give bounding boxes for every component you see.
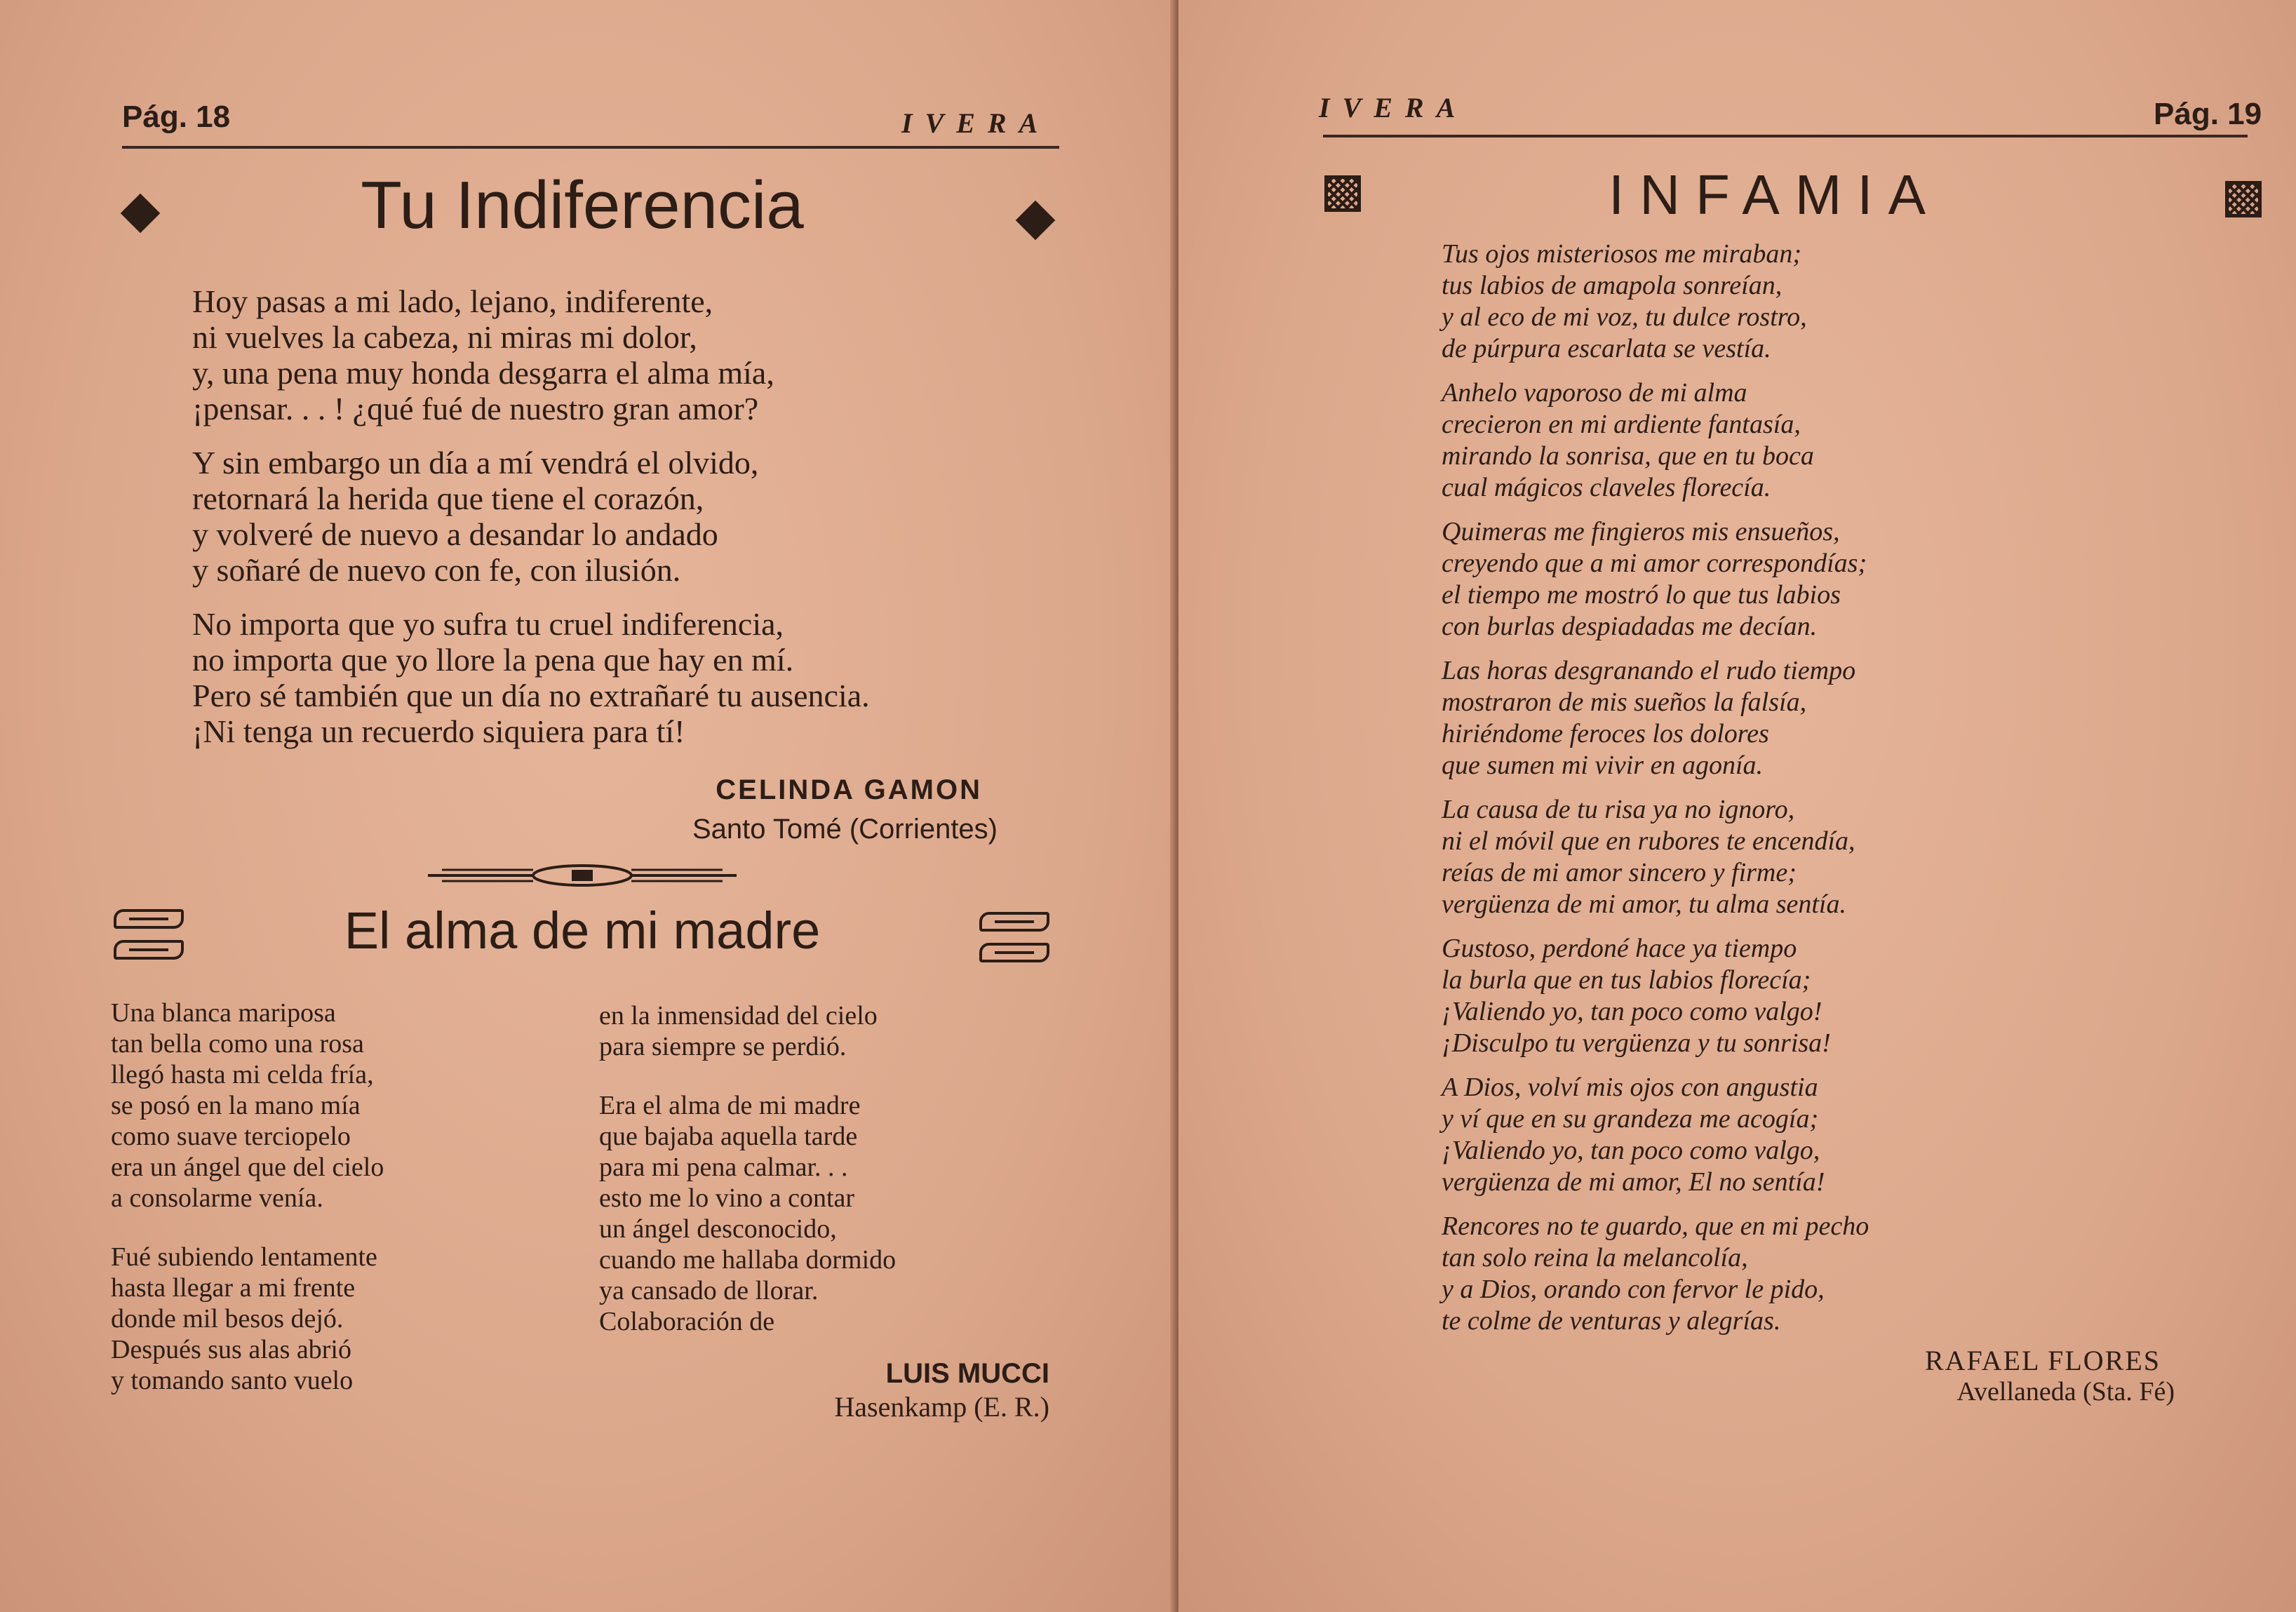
square-ornament-icon [1324, 175, 1361, 212]
stanza: en la inmensidad del cielo para siempre se perdió. [599, 1001, 878, 1061]
scroll-ornament-icon [979, 912, 1049, 932]
scroll-ornament-icon [114, 909, 184, 929]
stanza: Las horas desgranando el rudo tiempo mostraron de mis sueños la falsía, hiriéndome feroces los dolores que sumen mi vivir en agonía. [1442, 656, 1856, 780]
stanza: Una blanca mariposa tan bella como una rosa llegó hasta mi celda fría, se posó en la mano mía como suave terciopelo era un ángel que del cielo a consolarme venía. [111, 998, 384, 1213]
stanza: Anhelo vaporoso de mi alma crecieron en mi ardiente fantasía, mirando la sonrisa, que en tu boca cual mágicos claveles florecía. [1442, 378, 1814, 502]
stanza: No importa que yo sufra tu cruel indiferencia, no importa que yo llore la pena que hay en mí. Pero sé también que un día no extrañaré tu ausencia. ¡Ni tenga un recuerdo siquiera para tí! [192, 606, 870, 749]
poem-title: El alma de mi madre [344, 901, 821, 960]
stanza: La causa de tu risa ya no ignoro, ni el móvil que en rubores te encendía, reías de mi amor sincero y firme; vergüenza de mi amor, tu alma sentía. [1442, 795, 1855, 919]
stanza: Y sin embargo un día a mí vendrá el olvido, retornará la herida que tiene el corazón, y volveré de nuevo a desandar lo andado y soñaré de nuevo con fe, con ilusión. [192, 445, 759, 588]
scroll-ornament-icon [979, 943, 1049, 962]
poem-body [192, 283, 870, 767]
page-number: Pág. 19 [2154, 97, 2262, 131]
running-head: IVERA [1319, 92, 1468, 123]
poem-column-2 [599, 1000, 896, 1365]
author-place: Hasenkamp (E. R.) [834, 1391, 1049, 1423]
diamond-ornament-icon [121, 194, 161, 234]
square-ornament-icon [2225, 181, 2262, 217]
diamond-ornament-icon [1016, 201, 1056, 241]
stanza: A Dios, volví mis ojos con angustia y ví que en su grandeza me acogía; ¡Valiendo yo, tan poco como valgo, vergüenza de mi amor, El no sentía! [1442, 1073, 1825, 1197]
author-place: Santo Tomé (Corrientes) [692, 814, 998, 845]
divider-ornament-icon [428, 861, 737, 889]
right-page [1179, 0, 2296, 1612]
running-head: IVERA [901, 107, 1051, 139]
poem-body [1442, 239, 1869, 1350]
scroll-ornament-icon [114, 940, 184, 960]
stanza: Rencores no te guardo, que en mi pecho tan solo reina la melancolía, y a Dios, orando con fervor le pido, te colme de venturas y alegrías. [1442, 1211, 1869, 1336]
header-rule [122, 146, 1059, 149]
author-name: CELINDA GAMON [716, 774, 982, 805]
poem-title: Tu Indiferencia [361, 168, 804, 243]
poem-title: INFAMIA [1608, 163, 1942, 226]
stanza: Quimeras me fingieros mis ensueños, creyendo que a mi amor correspondías; el tiempo me mostró lo que tus labios con burlas despiadadas me decían. [1442, 517, 1867, 641]
author-place: Avellaneda (Sta. Fé) [1956, 1377, 2175, 1406]
author-name: LUIS MUCCI [885, 1358, 1049, 1389]
stanza: Era el alma de mi madre que bajaba aquella tarde para mi pena calmar. . . esto me lo vino a contar un ángel desconocido, cuando me hallaba dormido ya cansado de llorar. Colaboración de [599, 1091, 897, 1336]
poem-column-1 [111, 998, 384, 1424]
page-number: Pág. 18 [122, 100, 231, 134]
stanza: Gustoso, perdoné hace ya tiempo la burla que en tus labios florecía; ¡Valiendo yo, tan poco como valgo! ¡Disculpo tu vergüenza y tu sonrisa! [1442, 934, 1831, 1058]
stanza: Tus ojos misteriosos me miraban; tus labios de amapola sonreían, y al eco de mi voz, tu dulce rostro, de púrpura escarlata se vestía. [1442, 239, 1807, 363]
stanza: Fué subiendo lentamente hasta llegar a mi frente donde mil besos dejó. Después sus alas abrió y tomando santo vuelo [111, 1242, 377, 1395]
header-rule [1323, 135, 2248, 137]
stanza: Hoy pasas a mi lado, lejano, indiferente, ni vuelves la cabeza, ni miras mi dolor, y, una pena muy honda desgarra el alma mía, ¡pensar. . . ! ¿qué fué de nuestro gran amor? [192, 283, 774, 426]
author-name: RAFAEL FLORES [1924, 1345, 2161, 1376]
